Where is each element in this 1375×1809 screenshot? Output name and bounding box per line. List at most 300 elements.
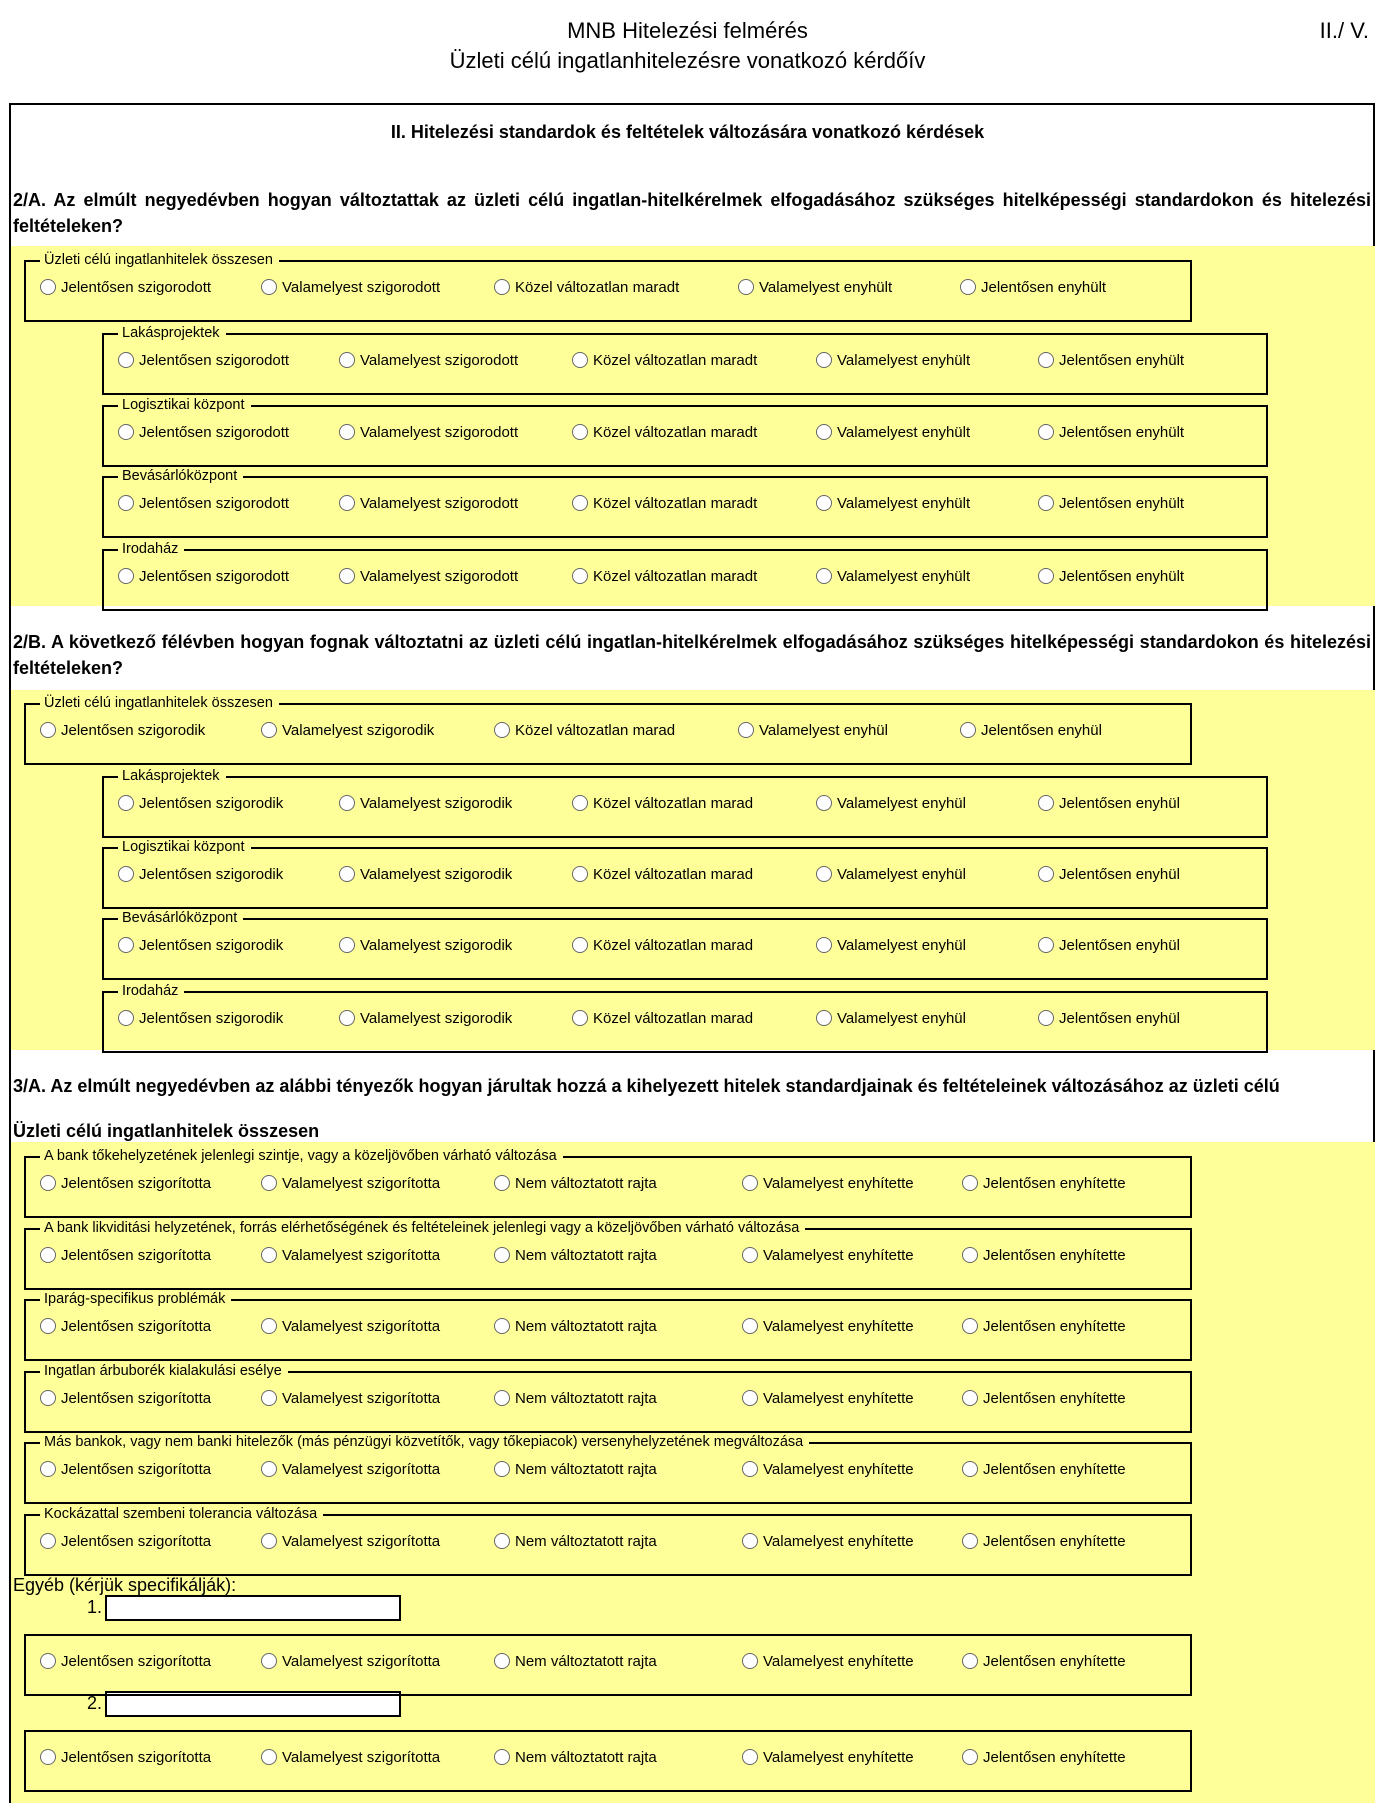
radio-label: Közel változatlan marad [593, 866, 754, 883]
radio-option[interactable] [40, 1460, 211, 1480]
radio-label: Valamelyest enyhült [837, 568, 971, 585]
radio-option[interactable] [339, 423, 518, 443]
q3a-factor-2 [24, 1220, 1192, 1290]
radio-button[interactable] [572, 424, 588, 440]
other-label: Egyéb (kérjük specifikálják): [13, 1575, 237, 1595]
q2a-group-1 [24, 252, 1192, 322]
q2a-group-3-legend: Logisztikai központ [118, 396, 251, 414]
radio-label: Jelentősen szigorította [61, 1175, 212, 1192]
radio-option[interactable] [494, 1532, 657, 1552]
radio-option[interactable] [118, 567, 289, 587]
radio-option[interactable] [962, 1389, 1126, 1409]
radio-label: Jelentősen szigorodott [139, 495, 290, 512]
radio-option[interactable] [816, 567, 970, 587]
radio-button[interactable] [339, 1010, 355, 1026]
radio-button[interactable] [962, 1318, 978, 1334]
radio-label: Jelentősen enyhítette [983, 1749, 1126, 1766]
radio-button[interactable] [1038, 795, 1054, 811]
radio-label: Jelentősen enyhítette [983, 1390, 1126, 1407]
radio-button[interactable] [572, 568, 588, 584]
question-3a-subheading: Üzleti célú ingatlanhitelek összesen [13, 1121, 320, 1141]
q2a-group-5 [102, 541, 1268, 611]
radio-button[interactable] [118, 568, 134, 584]
radio-button[interactable] [1038, 568, 1054, 584]
radio-option[interactable] [40, 1317, 211, 1337]
radio-label: Valamelyest szigorodott [360, 495, 519, 512]
radio-label: Valamelyest enyhül [759, 722, 888, 739]
radio-label: Jelentősen enyhítette [983, 1247, 1126, 1264]
radio-button[interactable] [339, 568, 355, 584]
radio-option[interactable] [494, 1389, 657, 1409]
radio-option[interactable] [960, 278, 1106, 298]
radio-label: Valamelyest enyhül [837, 1010, 966, 1027]
radio-label: Nem változtatott rajta [515, 1318, 657, 1335]
radio-button[interactable] [816, 568, 832, 584]
radio-option[interactable] [40, 1246, 211, 1266]
radio-button[interactable] [261, 1533, 277, 1549]
radio-label: Valamelyest enyhítette [763, 1749, 914, 1766]
radio-label: Jelentősen enyhítette [983, 1175, 1126, 1192]
radio-button[interactable] [962, 1749, 978, 1765]
radio-button[interactable] [261, 1749, 277, 1765]
radio-label: Valamelyest szigorodik [360, 795, 513, 812]
radio-button[interactable] [118, 352, 134, 368]
radio-option[interactable] [40, 1389, 211, 1409]
radio-label: Valamelyest szigorodott [360, 424, 519, 441]
document-header [0, 16, 1375, 76]
radio-option[interactable] [742, 1748, 914, 1768]
document-subtitle: Üzleti célú ingatlanhitelezésre vonatkozó kérdőív [449, 48, 926, 73]
radio-option[interactable] [962, 1460, 1126, 1480]
radio-button[interactable] [494, 1461, 510, 1477]
q3a-factor-6 [24, 1506, 1192, 1576]
radio-button[interactable] [40, 1749, 56, 1765]
q3a-factor-5 [24, 1434, 1192, 1504]
radio-option[interactable] [572, 567, 757, 587]
radio-label: Valamelyest szigorodott [360, 568, 519, 585]
radio-label: Valamelyest enyhítette [763, 1390, 914, 1407]
q3a-factor-1 [24, 1148, 1192, 1218]
radio-button[interactable] [494, 1653, 510, 1669]
radio-label: Valamelyest szigorodik [282, 722, 435, 739]
radio-button[interactable] [261, 1653, 277, 1669]
q3a-other-1 [24, 1634, 1192, 1696]
radio-label: Jelentősen enyhült [981, 279, 1107, 296]
radio-label: Jelentősen enyhült [1059, 495, 1185, 512]
radio-button[interactable] [962, 1390, 978, 1406]
radio-button[interactable] [962, 1461, 978, 1477]
radio-button[interactable] [339, 352, 355, 368]
radio-option[interactable] [816, 936, 966, 956]
q3a-factor-4-legend: Ingatlan árbuborék kialakulási esélye [40, 1362, 288, 1380]
radio-option[interactable] [816, 423, 970, 443]
radio-option[interactable] [962, 1652, 1126, 1672]
q2a-group-2-legend: Lakásprojektek [118, 324, 226, 342]
radio-button[interactable] [1038, 352, 1054, 368]
radio-label: Valamelyest szigorodott [282, 279, 441, 296]
radio-button[interactable] [742, 1749, 758, 1765]
radio-button[interactable] [40, 1653, 56, 1669]
radio-option[interactable] [339, 1009, 512, 1029]
radio-option[interactable] [118, 865, 283, 885]
q2a-group-4 [102, 468, 1268, 538]
radio-option[interactable] [738, 721, 888, 741]
radio-option[interactable] [1038, 351, 1184, 371]
radio-option[interactable] [962, 1532, 1126, 1552]
radio-button[interactable] [494, 1247, 510, 1263]
radio-option[interactable] [738, 278, 892, 298]
radio-option[interactable] [40, 721, 205, 741]
radio-label: Jelentősen szigorodott [61, 279, 212, 296]
radio-option[interactable] [572, 865, 753, 885]
q3a-factor-6-legend: Kockázattal szembeni tolerancia változása [40, 1505, 323, 1523]
radio-button[interactable] [816, 937, 832, 953]
radio-label: Jelentősen enyhül [981, 722, 1102, 739]
radio-label: Közel változatlan marad [593, 937, 754, 954]
radio-button[interactable] [494, 1749, 510, 1765]
radio-button[interactable] [40, 1175, 56, 1191]
radio-label: Közel változatlan marad [515, 722, 676, 739]
radio-button[interactable] [816, 795, 832, 811]
radio-option[interactable] [261, 1652, 440, 1672]
radio-button[interactable] [738, 279, 754, 295]
radio-button[interactable] [816, 495, 832, 511]
radio-label: Jelentősen enyhült [1059, 352, 1185, 369]
radio-button[interactable] [494, 722, 510, 738]
radio-button[interactable] [118, 866, 134, 882]
radio-option[interactable] [261, 1460, 440, 1480]
q2a-group-5-legend: Irodaház [118, 540, 184, 558]
radio-option[interactable] [572, 494, 757, 514]
radio-option[interactable] [494, 1460, 657, 1480]
radio-label: Valamelyest szigorította [282, 1749, 441, 1766]
radio-option[interactable] [40, 1748, 211, 1768]
radio-button[interactable] [960, 722, 976, 738]
radio-label: Valamelyest enyhítette [763, 1533, 914, 1550]
radio-label: Valamelyest szigorodik [360, 866, 513, 883]
radio-label: Jelentősen enyhítette [983, 1318, 1126, 1335]
radio-option[interactable] [816, 794, 966, 814]
radio-option[interactable] [494, 1652, 657, 1672]
radio-option[interactable] [1038, 936, 1180, 956]
radio-button[interactable] [1038, 866, 1054, 882]
radio-button[interactable] [494, 279, 510, 295]
q2b-group-1 [24, 695, 1192, 765]
radio-option[interactable] [572, 351, 757, 371]
q2a-group-3 [102, 397, 1268, 467]
radio-option[interactable] [816, 494, 970, 514]
radio-label: Jelentősen enyhítette [983, 1533, 1126, 1550]
radio-button[interactable] [1038, 937, 1054, 953]
radio-label: Jelentősen szigorította [61, 1653, 212, 1670]
radio-label: Nem változtatott rajta [515, 1533, 657, 1550]
radio-label: Jelentősen szigorodott [139, 352, 290, 369]
page-code: II./ V. [1319, 18, 1369, 43]
radio-button[interactable] [40, 722, 56, 738]
radio-label: Valamelyest szigorodik [360, 1010, 513, 1027]
radio-button[interactable] [742, 1318, 758, 1334]
radio-option[interactable] [572, 1009, 753, 1029]
radio-option[interactable] [742, 1317, 914, 1337]
radio-label: Jelentősen enyhült [1059, 568, 1185, 585]
q2a-group-1-legend: Üzleti célú ingatlanhitelek összesen [40, 251, 279, 269]
radio-option[interactable] [118, 351, 289, 371]
q3a-factor-1-legend: A bank tőkehelyzetének jelenlegi szintje, vagy a közeljövőben várható változása [40, 1147, 563, 1165]
radio-button[interactable] [742, 1390, 758, 1406]
radio-option[interactable] [339, 494, 518, 514]
radio-button[interactable] [261, 1390, 277, 1406]
radio-button[interactable] [261, 1461, 277, 1477]
radio-option[interactable] [742, 1652, 914, 1672]
radio-option[interactable] [118, 494, 289, 514]
radio-label: Jelentősen szigorodik [139, 937, 284, 954]
radio-option[interactable] [261, 1246, 440, 1266]
radio-option[interactable] [1038, 865, 1180, 885]
radio-option[interactable] [572, 936, 753, 956]
radio-option[interactable] [40, 278, 211, 298]
radio-button[interactable] [572, 495, 588, 511]
radio-option[interactable] [494, 1748, 657, 1768]
radio-label: Valamelyest enyhült [837, 495, 971, 512]
radio-option[interactable] [118, 1009, 283, 1029]
radio-button[interactable] [742, 1175, 758, 1191]
radio-button[interactable] [40, 1390, 56, 1406]
q3a-factor-5-legend: Más bankok, vagy nem banki hitelezők (más pénzügyi közvetítők, vagy tőkepiacok) versenyhelyzetének megváltozása [40, 1433, 809, 1451]
radio-label: Jelentősen szigorodik [139, 795, 284, 812]
radio-button[interactable] [339, 866, 355, 882]
radio-label: Valamelyest enyhült [837, 424, 971, 441]
radio-label: Jelentősen szigorodott [139, 568, 290, 585]
radio-button[interactable] [738, 722, 754, 738]
q3a-factor-3-legend: Iparág-specifikus problémák [40, 1290, 231, 1308]
radio-label: Közel változatlan maradt [593, 352, 758, 369]
radio-label: Valamelyest enyhül [837, 795, 966, 812]
radio-option[interactable] [261, 278, 440, 298]
radio-button[interactable] [118, 424, 134, 440]
radio-option[interactable] [962, 1317, 1126, 1337]
radio-button[interactable] [742, 1653, 758, 1669]
radio-button[interactable] [962, 1653, 978, 1669]
radio-label: Közel változatlan marad [593, 1010, 754, 1027]
q3a-factor-4 [24, 1363, 1192, 1433]
radio-label: Valamelyest enyhítette [763, 1461, 914, 1478]
radio-button[interactable] [40, 1247, 56, 1263]
radio-option[interactable] [572, 423, 757, 443]
radio-label: Valamelyest szigorította [282, 1533, 441, 1550]
radio-button[interactable] [960, 279, 976, 295]
radio-label: Valamelyest szigorította [282, 1247, 441, 1264]
radio-button[interactable] [339, 937, 355, 953]
radio-label: Jelentősen enyhül [1059, 795, 1180, 812]
radio-label: Valamelyest szigorította [282, 1318, 441, 1335]
radio-label: Nem változtatott rajta [515, 1749, 657, 1766]
radio-label: Jelentősen szigorította [61, 1318, 212, 1335]
radio-button[interactable] [962, 1175, 978, 1191]
radio-button[interactable] [261, 1175, 277, 1191]
question-2a: 2/A. Az elmúlt negyedévben hogyan változtattak az üzleti célú ingatlan-hitelkérelmek elfogadásához szükséges hitelképességi standardokon és hitelezési feltételeken? [13, 190, 1371, 236]
document-title: MNB Hitelezési felmérés [567, 18, 808, 43]
radio-option[interactable] [962, 1246, 1126, 1266]
radio-option[interactable] [261, 721, 434, 741]
radio-button[interactable] [339, 795, 355, 811]
radio-option[interactable] [960, 721, 1102, 741]
q2a-group-2 [102, 325, 1268, 395]
q2b-group-4 [102, 910, 1268, 980]
q2b-group-4-legend: Bevásárlóközpont [118, 909, 243, 927]
section-title: II. Hitelezési standardok és feltételek változására vonatkozó kérdések [390, 122, 985, 142]
radio-button[interactable] [494, 1390, 510, 1406]
radio-button[interactable] [742, 1461, 758, 1477]
radio-option[interactable] [816, 865, 966, 885]
radio-button[interactable] [118, 495, 134, 511]
q2b-group-2-legend: Lakásprojektek [118, 767, 226, 785]
radio-label: Jelentősen enyhül [1059, 866, 1180, 883]
radio-option[interactable] [494, 1174, 657, 1194]
radio-label: Valamelyest enyhítette [763, 1653, 914, 1670]
radio-option[interactable] [962, 1748, 1126, 1768]
radio-option[interactable] [118, 423, 289, 443]
radio-option[interactable] [572, 794, 753, 814]
radio-label: Valamelyest szigorította [282, 1390, 441, 1407]
radio-label: Valamelyest szigorította [282, 1175, 441, 1192]
radio-button[interactable] [962, 1247, 978, 1263]
radio-option[interactable] [261, 1317, 440, 1337]
radio-option[interactable] [742, 1532, 914, 1552]
radio-option[interactable] [339, 567, 518, 587]
q2b-group-5-legend: Irodaház [118, 982, 184, 1000]
radio-button[interactable] [962, 1533, 978, 1549]
radio-option[interactable] [261, 1389, 440, 1409]
radio-button[interactable] [572, 795, 588, 811]
q3a-other-2 [24, 1730, 1192, 1792]
radio-button[interactable] [494, 1175, 510, 1191]
other-number-1: 1. [87, 1597, 103, 1617]
radio-button[interactable] [118, 937, 134, 953]
radio-label: Jelentősen enyhítette [983, 1461, 1126, 1478]
radio-button[interactable] [572, 937, 588, 953]
radio-label: Jelentősen szigorodik [139, 866, 284, 883]
other-specify-input-1[interactable] [105, 1595, 401, 1621]
radio-label: Nem változtatott rajta [515, 1653, 657, 1670]
radio-option[interactable] [816, 351, 970, 371]
radio-option[interactable] [118, 936, 283, 956]
radio-option[interactable] [494, 1246, 657, 1266]
radio-label: Közel változatlan marad [593, 795, 754, 812]
radio-option[interactable] [1038, 494, 1184, 514]
radio-option[interactable] [742, 1174, 914, 1194]
q2b-group-5 [102, 983, 1268, 1053]
radio-label: Közel változatlan maradt [593, 568, 758, 585]
radio-option[interactable] [1038, 423, 1184, 443]
radio-button[interactable] [816, 424, 832, 440]
radio-option[interactable] [742, 1246, 914, 1266]
radio-button[interactable] [742, 1247, 758, 1263]
radio-option[interactable] [261, 1174, 440, 1194]
radio-button[interactable] [816, 1010, 832, 1026]
radio-option[interactable] [40, 1652, 211, 1672]
radio-label: Jelentősen szigorodik [61, 722, 206, 739]
radio-button[interactable] [261, 1318, 277, 1334]
radio-label: Jelentősen szigorította [61, 1390, 212, 1407]
radio-label: Közel változatlan maradt [593, 424, 758, 441]
radio-option[interactable] [494, 1317, 657, 1337]
radio-option[interactable] [339, 351, 518, 371]
radio-button[interactable] [40, 1461, 56, 1477]
radio-option[interactable] [816, 1009, 966, 1029]
radio-button[interactable] [40, 279, 56, 295]
radio-button[interactable] [494, 1533, 510, 1549]
radio-label: Közel változatlan maradt [515, 279, 680, 296]
radio-label: Valamelyest szigorította [282, 1461, 441, 1478]
radio-button[interactable] [118, 795, 134, 811]
question-3a: 3/A. Az elmúlt negyedévben az alábbi tényezők hogyan járultak hozzá a kihelyezett hitelek standardjainak és feltételeinek változásához az üzleti célú [13, 1076, 1280, 1096]
radio-button[interactable] [572, 866, 588, 882]
radio-button[interactable] [118, 1010, 134, 1026]
radio-label: Valamelyest enyhül [837, 866, 966, 883]
radio-label: Közel változatlan maradt [593, 495, 758, 512]
radio-label: Jelentősen szigorította [61, 1533, 212, 1550]
radio-label: Jelentősen szigorította [61, 1461, 212, 1478]
radio-button[interactable] [816, 352, 832, 368]
radio-label: Jelentősen enyhül [1059, 937, 1180, 954]
radio-button[interactable] [1038, 424, 1054, 440]
radio-button[interactable] [816, 866, 832, 882]
radio-label: Jelentősen szigorodott [139, 424, 290, 441]
radio-button[interactable] [1038, 1010, 1054, 1026]
radio-option[interactable] [261, 1748, 440, 1768]
q3a-factor-2-legend: A bank likviditási helyzetének, forrás elérhetőségének és feltételeinek jelenlegi vagy a közeljövőben várható változása [40, 1219, 805, 1237]
radio-option[interactable] [261, 1532, 440, 1552]
radio-button[interactable] [339, 495, 355, 511]
radio-button[interactable] [261, 279, 277, 295]
radio-label: Jelentősen szigorodik [139, 1010, 284, 1027]
radio-button[interactable] [40, 1533, 56, 1549]
radio-option[interactable] [40, 1532, 211, 1552]
radio-label: Nem változtatott rajta [515, 1390, 657, 1407]
radio-option[interactable] [742, 1460, 914, 1480]
radio-option[interactable] [962, 1174, 1126, 1194]
radio-option[interactable] [494, 278, 679, 298]
radio-option[interactable] [118, 794, 283, 814]
radio-option[interactable] [40, 1174, 211, 1194]
radio-button[interactable] [494, 1318, 510, 1334]
radio-label: Jelentősen szigorította [61, 1749, 212, 1766]
radio-option[interactable] [742, 1389, 914, 1409]
radio-button[interactable] [572, 352, 588, 368]
radio-option[interactable] [1038, 567, 1184, 587]
q3a-factor-3 [24, 1291, 1192, 1361]
radio-button[interactable] [40, 1318, 56, 1334]
radio-option[interactable] [494, 721, 675, 741]
radio-option[interactable] [339, 865, 512, 885]
radio-button[interactable] [339, 424, 355, 440]
radio-label: Valamelyest szigorodik [360, 937, 513, 954]
radio-label: Valamelyest enyhítette [763, 1175, 914, 1192]
radio-label: Jelentősen szigorította [61, 1247, 212, 1264]
radio-option[interactable] [339, 936, 512, 956]
radio-button[interactable] [261, 722, 277, 738]
q2b-group-3 [102, 839, 1268, 909]
radio-label: Valamelyest enyhítette [763, 1318, 914, 1335]
radio-option[interactable] [339, 794, 512, 814]
radio-button[interactable] [742, 1533, 758, 1549]
radio-button[interactable] [261, 1247, 277, 1263]
radio-button[interactable] [1038, 495, 1054, 511]
radio-option[interactable] [1038, 794, 1180, 814]
radio-option[interactable] [1038, 1009, 1180, 1029]
radio-label: Valamelyest szigorította [282, 1653, 441, 1670]
radio-button[interactable] [572, 1010, 588, 1026]
